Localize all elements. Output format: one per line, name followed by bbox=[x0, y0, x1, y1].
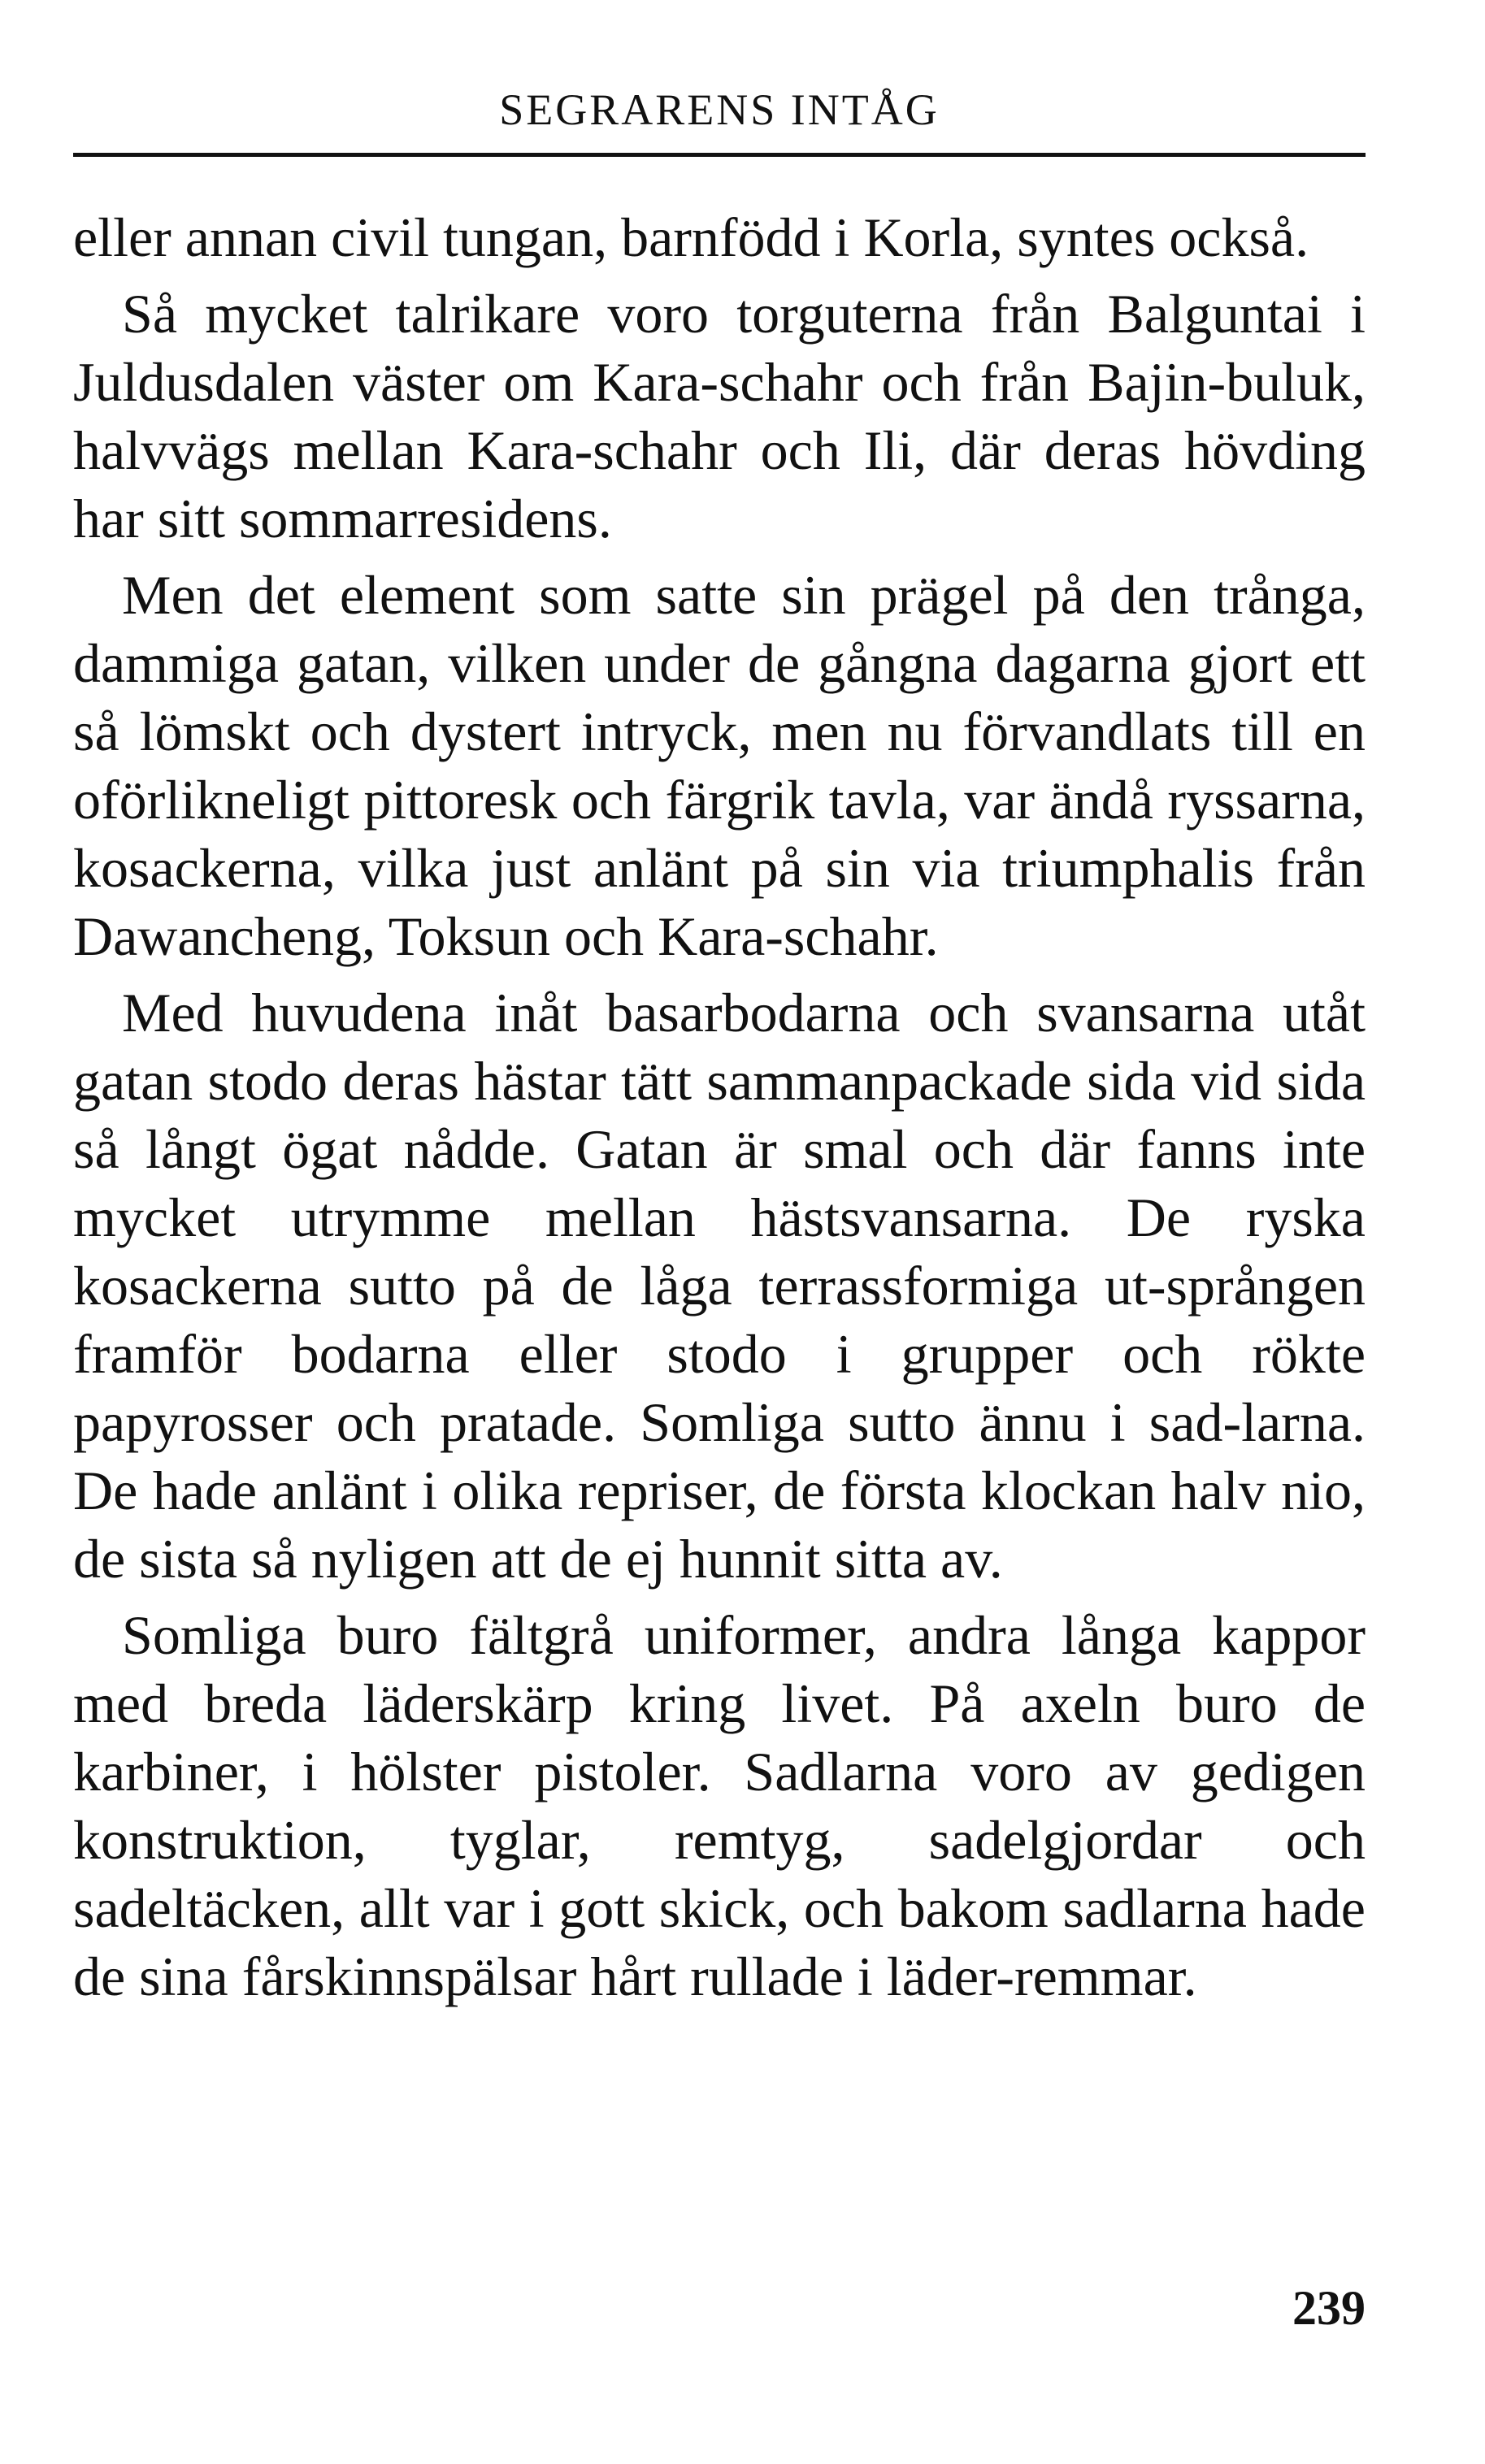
running-head: SEGRARENS INTÅG bbox=[499, 85, 940, 134]
book-page bbox=[73, 49, 1366, 2430]
paragraph: Med huvudena inåt basarbodarna och svansarna utåt gatan stodo deras hästar tätt sammanpackade sida vid sida så långt ögat nådde. Gatan är smal och där fanns inte mycket utrymme mellan hästsvansarna. De ryska kosackerna sutto på de låga terrassformiga ut-sprången framför bodarna eller stodo i grupper och rökte papyrosser och pratade. Somliga sutto ännu i sad-larna. De hade anlänt i olika repriser, de första klockan halv nio, de sista så nyligen att de ej hunnit sitta av. bbox=[73, 982, 1366, 1590]
header-rule bbox=[73, 153, 1366, 157]
page-number: 239 bbox=[1292, 2281, 1366, 2335]
paragraph: Somliga buro fältgrå uniformer, andra långa kappor med breda läderskärp kring livet. På axeln buro de karbiner, i hölster pistoler. Sadlarna voro av gedigen konstruktion, tyglar, remtyg, sadelgjordar och sadeltäcken, allt var i gott skick, och bakom sadlarna hade de sina fårskinnspälsar hårt rullade i läder-remmar. bbox=[73, 1604, 1366, 2007]
paragraph: Men det element som satte sin prägel på den trånga, dammiga gatan, vilken under de gångna dagarna gjort ett så lömskt och dystert intryck, men nu förvandlats till en oförlikneligt pittoresk och färgrik tavla, var ändå ryssarna, kosackerna, vilka just anlänt på sin via triumphalis från Dawancheng, Toksun och Kara-schahr. bbox=[73, 564, 1366, 967]
body-text bbox=[73, 203, 1366, 2011]
paragraph-continued: eller annan civil tungan, barnfödd i Korla, syntes också. bbox=[73, 206, 1309, 268]
paragraph: Så mycket talrikare voro torguterna från Balguntai i Juldusdalen väster om Kara-schahr och från Bajin-buluk, halvvägs mellan Kara-schahr och Ili, där deras hövding har sitt sommarresidens. bbox=[73, 283, 1366, 549]
